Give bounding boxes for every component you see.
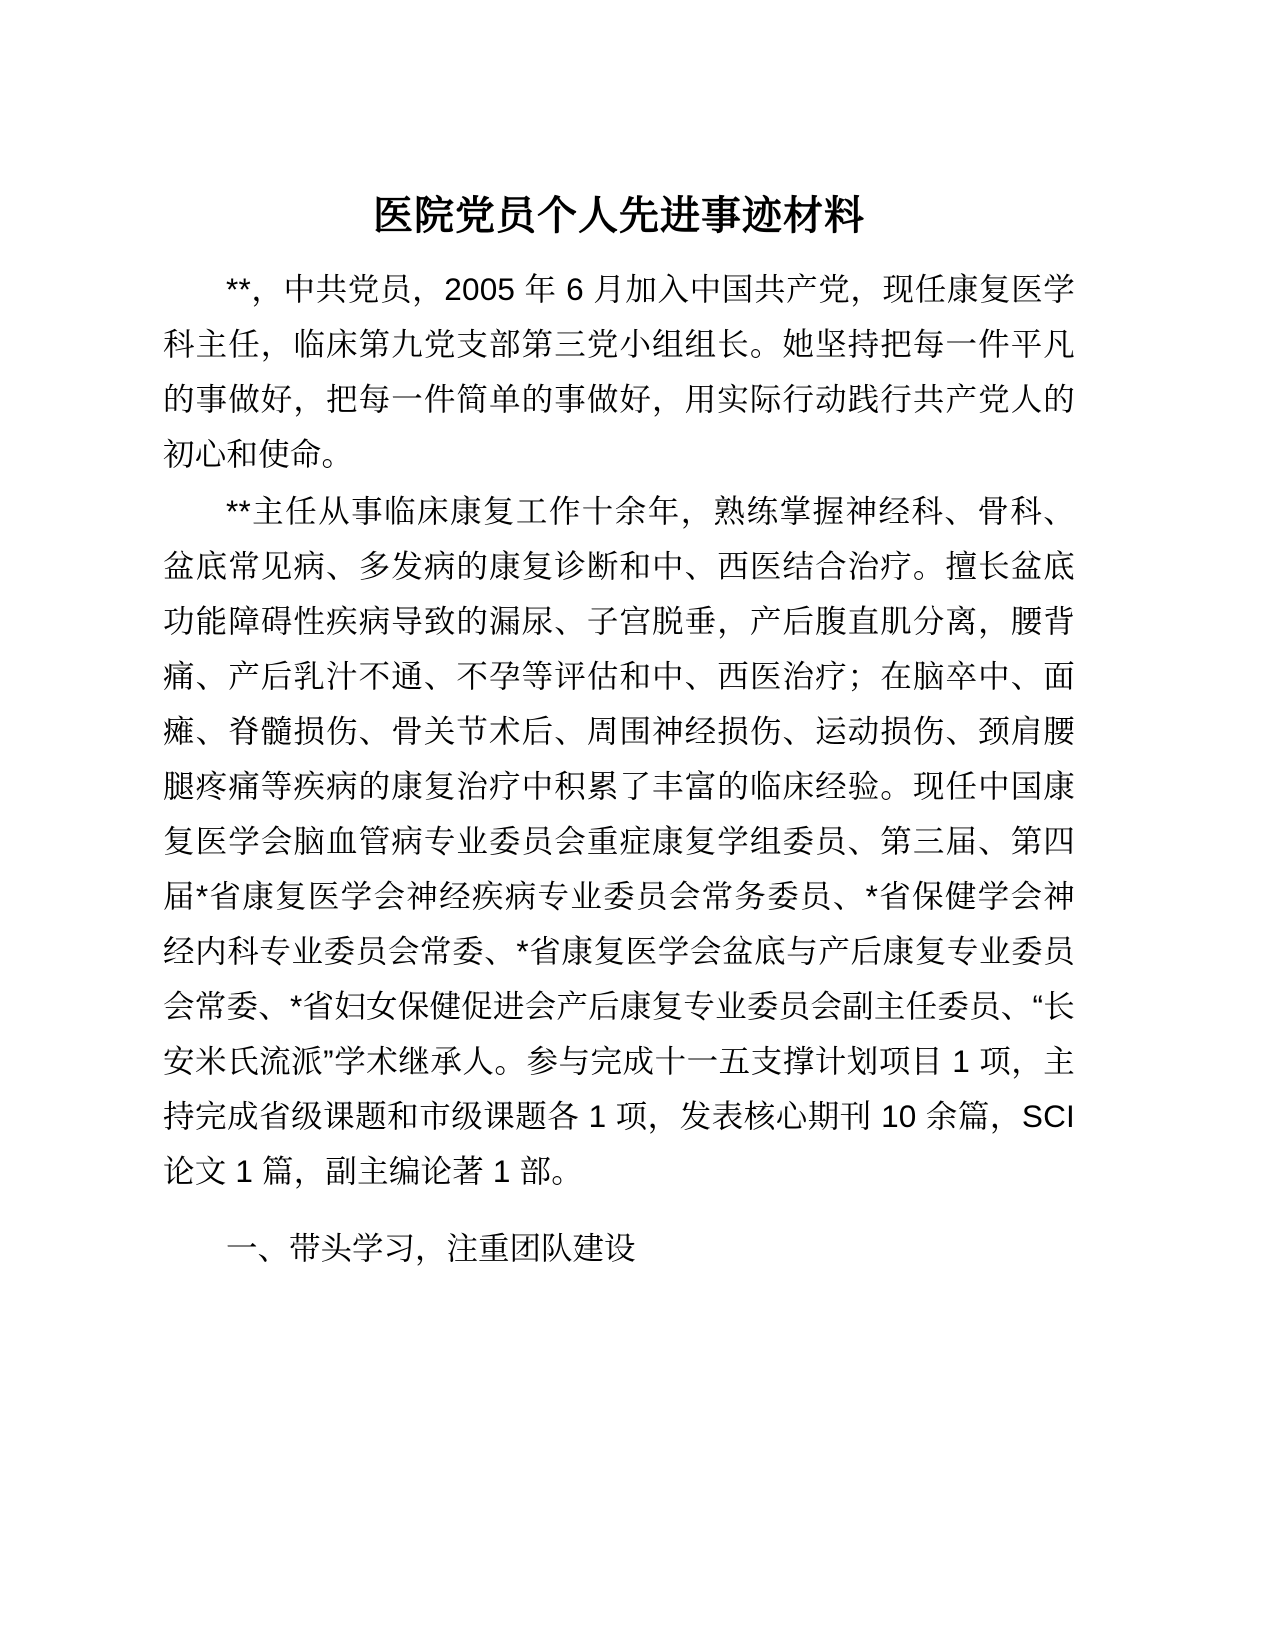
page-title: 医院党员个人先进事迹材料 (373, 194, 865, 238)
body-paragraph-1: **，中共党员，2005 年 6 月加入中国共产党，现任康复医学科主任，临床第九党支部第三党小组组长。她坚持把每一件平凡的事做好，把每一件简单的事做好，用实际行动践行共产党人的初心和使命。 (163, 271, 1075, 472)
document-body (163, 186, 1075, 1276)
section-heading-1: 一、带头学习，注重团队建设 (226, 1230, 636, 1266)
body-paragraph-2: **主任从事临床康复工作十余年，熟练掌握神经科、骨科、盆底常见病、多发病的康复诊断和中、西医结合治疗。擅长盆底功能障碍性疾病导致的漏尿、子宫脱垂，产后腹直肌分离，腰背痛、产后乳汁不通、不孕等评估和中、西医治疗；在脑卒中、面瘫、脊髓损伤、骨关节术后、周围神经损伤、运动损伤、颈肩腰腿疼痛等疾病的康复治疗中积累了丰富的临床经验。现任中国康复医学会脑血管病专业委员会重症康复学组委员、第三届、第四届*省康复医学会神经疾病专业委员会常务委员、*省保健学会神经内科专业委员会常委、*省康复医学会盆底与产后康复专业委员会常委、*省妇女保健促进会产后康复专业委员会副主任委员、“长安米氏流派”学术继承人。参与完成十一五支撑计划项目 1 项，主持完成省级课题和市级课题各 1 项，发表核心期刊 10 余篇，SCI 论文 1 篇，副主编论著 1 部。 (163, 493, 1075, 1189)
